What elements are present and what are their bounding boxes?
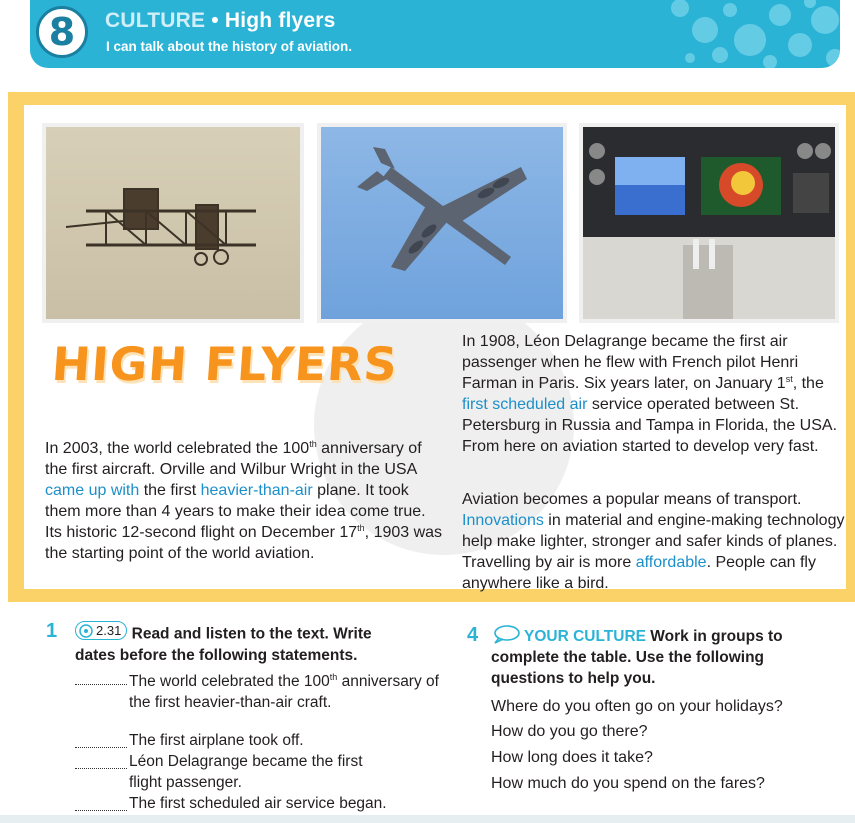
cargo-jet-photo (317, 123, 567, 323)
vocab-highlight: affordable (635, 554, 707, 571)
date-blank[interactable] (75, 768, 127, 769)
statement-text: Léon Delagrange became the first flight passenger. (129, 753, 363, 791)
statement-text: The first airplane took off. (129, 732, 304, 749)
cockpit-instruments-icon (583, 127, 835, 319)
instruction-line-3: questions to help you. (491, 670, 656, 687)
p1-text-a: In 2003, the world celebrated the 100 (45, 440, 310, 457)
exercise-4-instruction (491, 625, 831, 689)
reading-frame (8, 92, 855, 602)
p2-sup-a: st (785, 374, 793, 384)
vocab-highlight: came up with (45, 482, 140, 499)
article-paragraph-3 (462, 489, 847, 594)
article-paragraph-1 (45, 438, 445, 564)
date-blank[interactable] (75, 810, 127, 811)
instruction-line-1: Work in groups to (646, 628, 783, 645)
p1-text-f: plane. It took them more than 4 years to make their idea come true. Its historic 12-second flight on December 17 (45, 482, 426, 541)
date-blank[interactable] (75, 684, 127, 685)
cockpit-photo (579, 123, 839, 323)
statement-text: The first scheduled air service began. (129, 795, 387, 812)
statement-text (129, 667, 439, 713)
p3-text-c: in material and engine-making technology help make lighter, stronger and safer kinds of planes. Travelling by air is more (462, 512, 845, 571)
p1-sup-f: th (357, 523, 365, 533)
vocab-highlight: heavier-than-air (200, 482, 313, 499)
article-title: HIGH FLYERS (50, 337, 400, 391)
p1-text-g: , 1903 was the starting point of the world aviation. (45, 524, 443, 562)
lesson-name: High flyers (224, 9, 336, 32)
your-culture-label: YOUR CULTURE (524, 628, 646, 645)
early-biplane-photo (42, 123, 304, 323)
vocab-highlight: first scheduled air (462, 396, 588, 413)
exercise-4-number: 4 (467, 624, 479, 646)
jet-plane-icon (321, 127, 563, 319)
statement-item (75, 730, 435, 751)
p1-sup-a: th (309, 439, 317, 449)
p3-text-a: Aviation becomes a popular means of transport. (462, 491, 802, 508)
vintage-aircraft-icon (46, 127, 300, 319)
date-blank[interactable] (75, 747, 127, 748)
audio-disc-icon (79, 624, 93, 638)
question-item: Where do you often go on your holidays? (491, 698, 783, 715)
exercise-1-number: 1 (46, 620, 58, 642)
p1-text-d: the first (139, 482, 201, 499)
instruction-line-2: complete the table. Use the following (491, 649, 765, 666)
statement-text-b: anniversary of the first heavier-than-air craft. (129, 673, 439, 712)
title-bullet: • (211, 9, 219, 32)
p3-text-e: . People can fly anywhere like a bird. (462, 554, 816, 592)
lesson-title (105, 9, 336, 33)
lesson-objective: I can talk about the history of aviation. (106, 39, 353, 54)
question-item: How do you go there? (491, 723, 648, 740)
p1-text-b: anniversary of the first aircraft. Orville and Wilbur Wright in the USA (45, 440, 422, 478)
article-paragraph-2 (462, 331, 842, 457)
instruction-line-2: dates before the following statements. (75, 646, 358, 664)
statement-item (75, 793, 435, 814)
instruction-line-1: Read and listen to the text. Write (131, 625, 372, 643)
statement-text-a: The world celebrated the 100 (129, 673, 330, 691)
page-footer-strip (0, 815, 855, 823)
audio-track-button[interactable] (75, 621, 127, 640)
question-item: How long does it take? (491, 749, 653, 766)
section-label: CULTURE (105, 9, 206, 32)
statement-sup: th (329, 672, 338, 682)
statement-item (75, 667, 439, 730)
reading-panel (24, 105, 846, 592)
vocab-highlight: Innovations (462, 512, 544, 529)
exercise-1-instruction (75, 621, 435, 666)
audio-track-number: 2.31 (96, 623, 122, 638)
p2-text-a: In 1908, Léon Delagrange became the first air passenger when he flew with French pilot Henri Farman in Paris. Six years later, on January 1 (462, 333, 799, 392)
statement-item (75, 751, 435, 793)
speech-bubble-icon (491, 625, 521, 644)
decorative-dots-icon (650, 0, 840, 68)
unit-number-badge: 8 (36, 6, 88, 58)
question-item: How much do you spend on the fares? (491, 775, 765, 792)
p2-text-d: service operated between St. Petersburg in Russia and Tampa in Florida, the USA. From here on aviation started to develop very fast. (462, 396, 838, 455)
p2-text-b: , the (792, 375, 824, 392)
